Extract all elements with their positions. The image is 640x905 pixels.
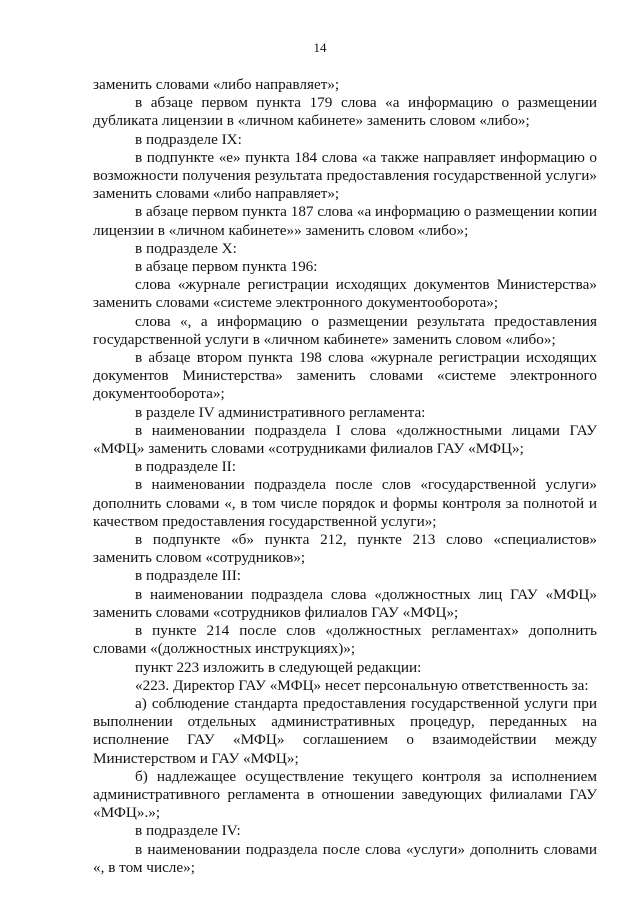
document-body — [93, 76, 597, 877]
paragraph: слова «, а информацию о размещении результата предоставления государственной услуги в «личном кабинете» заменить словом «либо»; — [93, 312, 597, 348]
paragraph: пункт 223 изложить в следующей редакции: — [135, 658, 422, 676]
paragraph: в наименовании подраздела слова «должностных лиц ГАУ «МФЦ» заменить словами «сотрудников филиалов ГАУ «МФЦ»; — [93, 585, 597, 621]
paragraph: в подразделе III: — [135, 567, 242, 585]
paragraph: а) соблюдение стандарта предоставления государственной услуги при выполнении отдельных административных процедур, переданных на исполнение ГАУ «МФЦ» соглашением о взаимодействии между Министерством и ГАУ «МФЦ»; — [93, 694, 597, 767]
paragraph: б) надлежащее осуществление текущего контроля за исполнением административного регламента в отношении заведующих филиалами ГАУ «МФЦ».»; — [93, 767, 597, 822]
paragraph: в подразделе IV: — [135, 822, 241, 840]
paragraph: заменить словами «либо направляет»; — [93, 76, 340, 93]
paragraph: в наименовании подраздела I слова «должностными лицами ГАУ «МФЦ» заменить словами «сотрудниками филиалов ГАУ «МФЦ»; — [93, 421, 597, 458]
paragraph: в подразделе II: — [135, 458, 236, 476]
paragraph: в наименовании подраздела после слова «услуги» дополнить словами «, в том числе»; — [93, 840, 597, 876]
paragraph: в абзаце втором пункта 198 слова «журнале регистрации исходящих документов Министерства» заменить словами «системе электронного документооборота»; — [93, 349, 597, 403]
page-number: 14 — [313, 40, 327, 55]
paragraph: в разделе IV административного регламента: — [135, 403, 426, 421]
paragraph: в подпункте «б» пункта 212, пункте 213 слово «специалистов» заменить словом «сотрудников»; — [93, 531, 597, 567]
paragraph: в абзаце первом пункта 179 слова «а информацию о размещении дубликата лицензии в «личном кабинете» заменить словом «либо»; — [93, 94, 597, 130]
paragraph: в абзаце первом пункта 187 слова «а информацию о размещении копии лицензии в «личном кабинете»» заменить словом «либо»; — [93, 203, 597, 239]
paragraph: в подпункте «е» пункта 184 слова «а также направляет информацию о возможности получения результата предоставления государственной услуги» заменить словами «либо направляет»; — [93, 148, 597, 203]
paragraph: в подразделе IX: — [135, 130, 242, 148]
paragraph: слова «журнале регистрации исходящих документов Министерства» заменить словами «системе электронного документооборота»; — [93, 276, 597, 312]
paragraph: в подразделе X: — [135, 239, 237, 257]
paragraph: в пункте 214 после слов «должностных регламентах» дополнить словами «(должностных инструкциях)»; — [93, 622, 597, 658]
paragraph: в наименовании подраздела после слов «государственной услуги» дополнить словами «, в том числе порядок и формы контроля за полнотой и качеством предоставления государственной услуги»; — [93, 476, 597, 530]
paragraph: «223. Директор ГАУ «МФЦ» несет персональную ответственность за: — [135, 676, 589, 694]
paragraph: в абзаце первом пункта 196: — [135, 258, 318, 276]
